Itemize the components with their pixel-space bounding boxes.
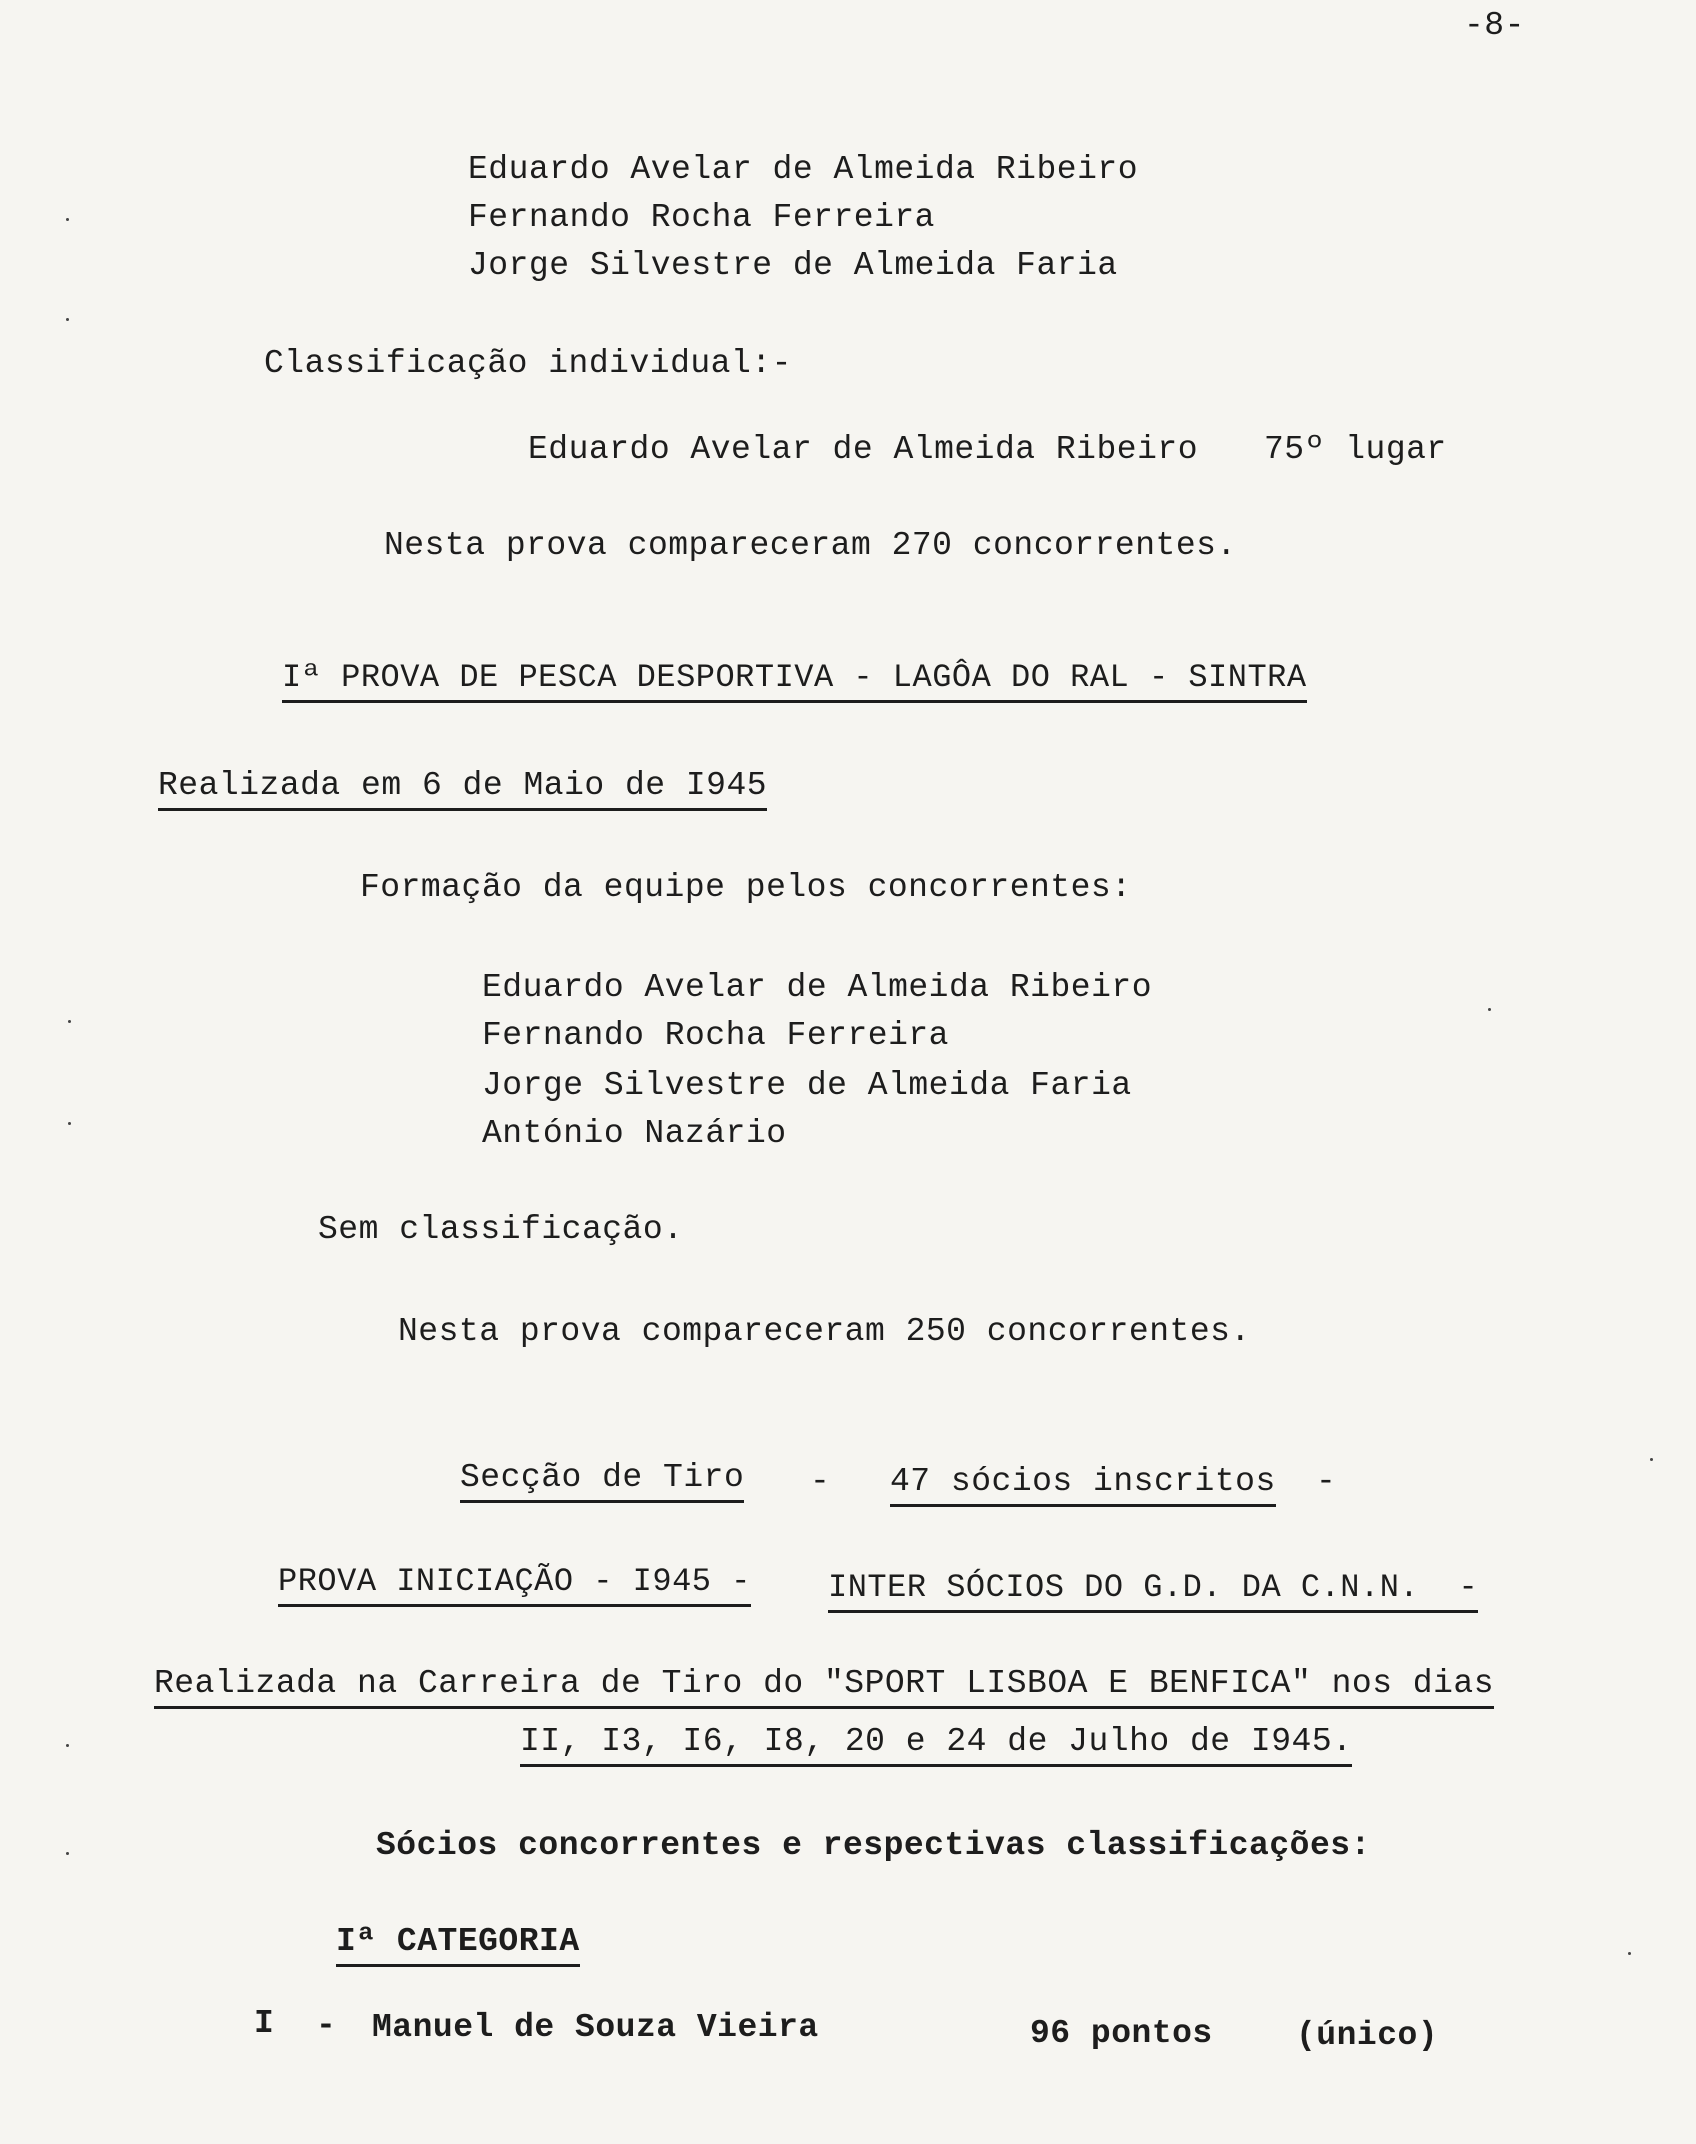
- fishing-team-label: Formação da equipe pelos concorrentes:: [360, 869, 1132, 906]
- result-points: 96 pontos: [1030, 2015, 1213, 2052]
- scan-speck: [66, 218, 69, 221]
- fishing-team-member: Fernando Rocha Ferreira: [482, 1017, 949, 1054]
- shooting-members-count: 47 sócios inscritos: [890, 1462, 1276, 1507]
- result-rank: I: [254, 2005, 275, 2042]
- shooting-event-title-part-a: PROVA INICIAÇÃO - I945 -: [278, 1562, 751, 1607]
- fishing-team-member: Eduardo Avelar de Almeida Ribeiro: [482, 969, 1153, 1006]
- individual-classification-name: Eduardo Avelar de Almeida Ribeiro: [528, 431, 1199, 468]
- attendance-first-event: Nesta prova compareceram 270 concorrentes.: [384, 527, 1237, 564]
- result-name: Manuel de Souza Vieira: [372, 2009, 819, 2046]
- attendance-fishing-event: Nesta prova compareceram 250 concorrentes.: [398, 1313, 1251, 1350]
- shooting-venue-line-1: Realizada na Carreira de Tiro do "SPORT LISBOA E BENFICA" nos dias: [154, 1664, 1494, 1709]
- scan-speck: [1650, 1458, 1653, 1461]
- shooting-section-title: Secção de Tiro: [460, 1458, 744, 1503]
- result-separator: -: [316, 2007, 337, 2044]
- fishing-event-date: Realizada em 6 de Maio de I945: [158, 766, 767, 811]
- intro-team-member: Eduardo Avelar de Almeida Ribeiro: [468, 151, 1139, 188]
- scan-speck: [66, 1852, 69, 1855]
- scan-speck: [66, 1744, 69, 1747]
- fishing-team-member: Jorge Silvestre de Almeida Faria: [482, 1067, 1132, 1104]
- intro-team-member: Jorge Silvestre de Almeida Faria: [468, 247, 1118, 284]
- shooting-event-title-part-b: INTER SÓCIOS DO G.D. DA C.N.N. -: [828, 1568, 1478, 1613]
- fishing-result: Sem classificação.: [318, 1211, 684, 1248]
- fishing-team-member: António Nazário: [482, 1115, 787, 1152]
- individual-classification-place: 75º lugar: [1264, 431, 1447, 468]
- scan-speck: [66, 318, 69, 321]
- scan-speck: [1488, 1008, 1491, 1011]
- participants-label: Sócios concorrentes e respectivas classificações:: [376, 1827, 1371, 1864]
- shooting-section-dash-end: -: [1316, 1463, 1337, 1500]
- individual-classification-label: Classificação individual:-: [264, 345, 792, 382]
- scan-speck: [68, 1122, 71, 1125]
- page-number: -8-: [1464, 7, 1525, 44]
- shooting-section-dash: -: [810, 1463, 831, 1500]
- scan-speck: [1628, 1952, 1631, 1955]
- shooting-venue-line-2: II, I3, I6, I8, 20 e 24 de Julho de I945.: [520, 1722, 1352, 1767]
- fishing-event-title: Iª PROVA DE PESCA DESPORTIVA - LAGÔA DO RAL - SINTRA: [282, 658, 1307, 703]
- intro-team-member: Fernando Rocha Ferreira: [468, 199, 935, 236]
- category-heading: Iª CATEGORIA: [336, 1922, 580, 1967]
- result-note: (único): [1296, 2017, 1439, 2054]
- scan-speck: [68, 1020, 71, 1023]
